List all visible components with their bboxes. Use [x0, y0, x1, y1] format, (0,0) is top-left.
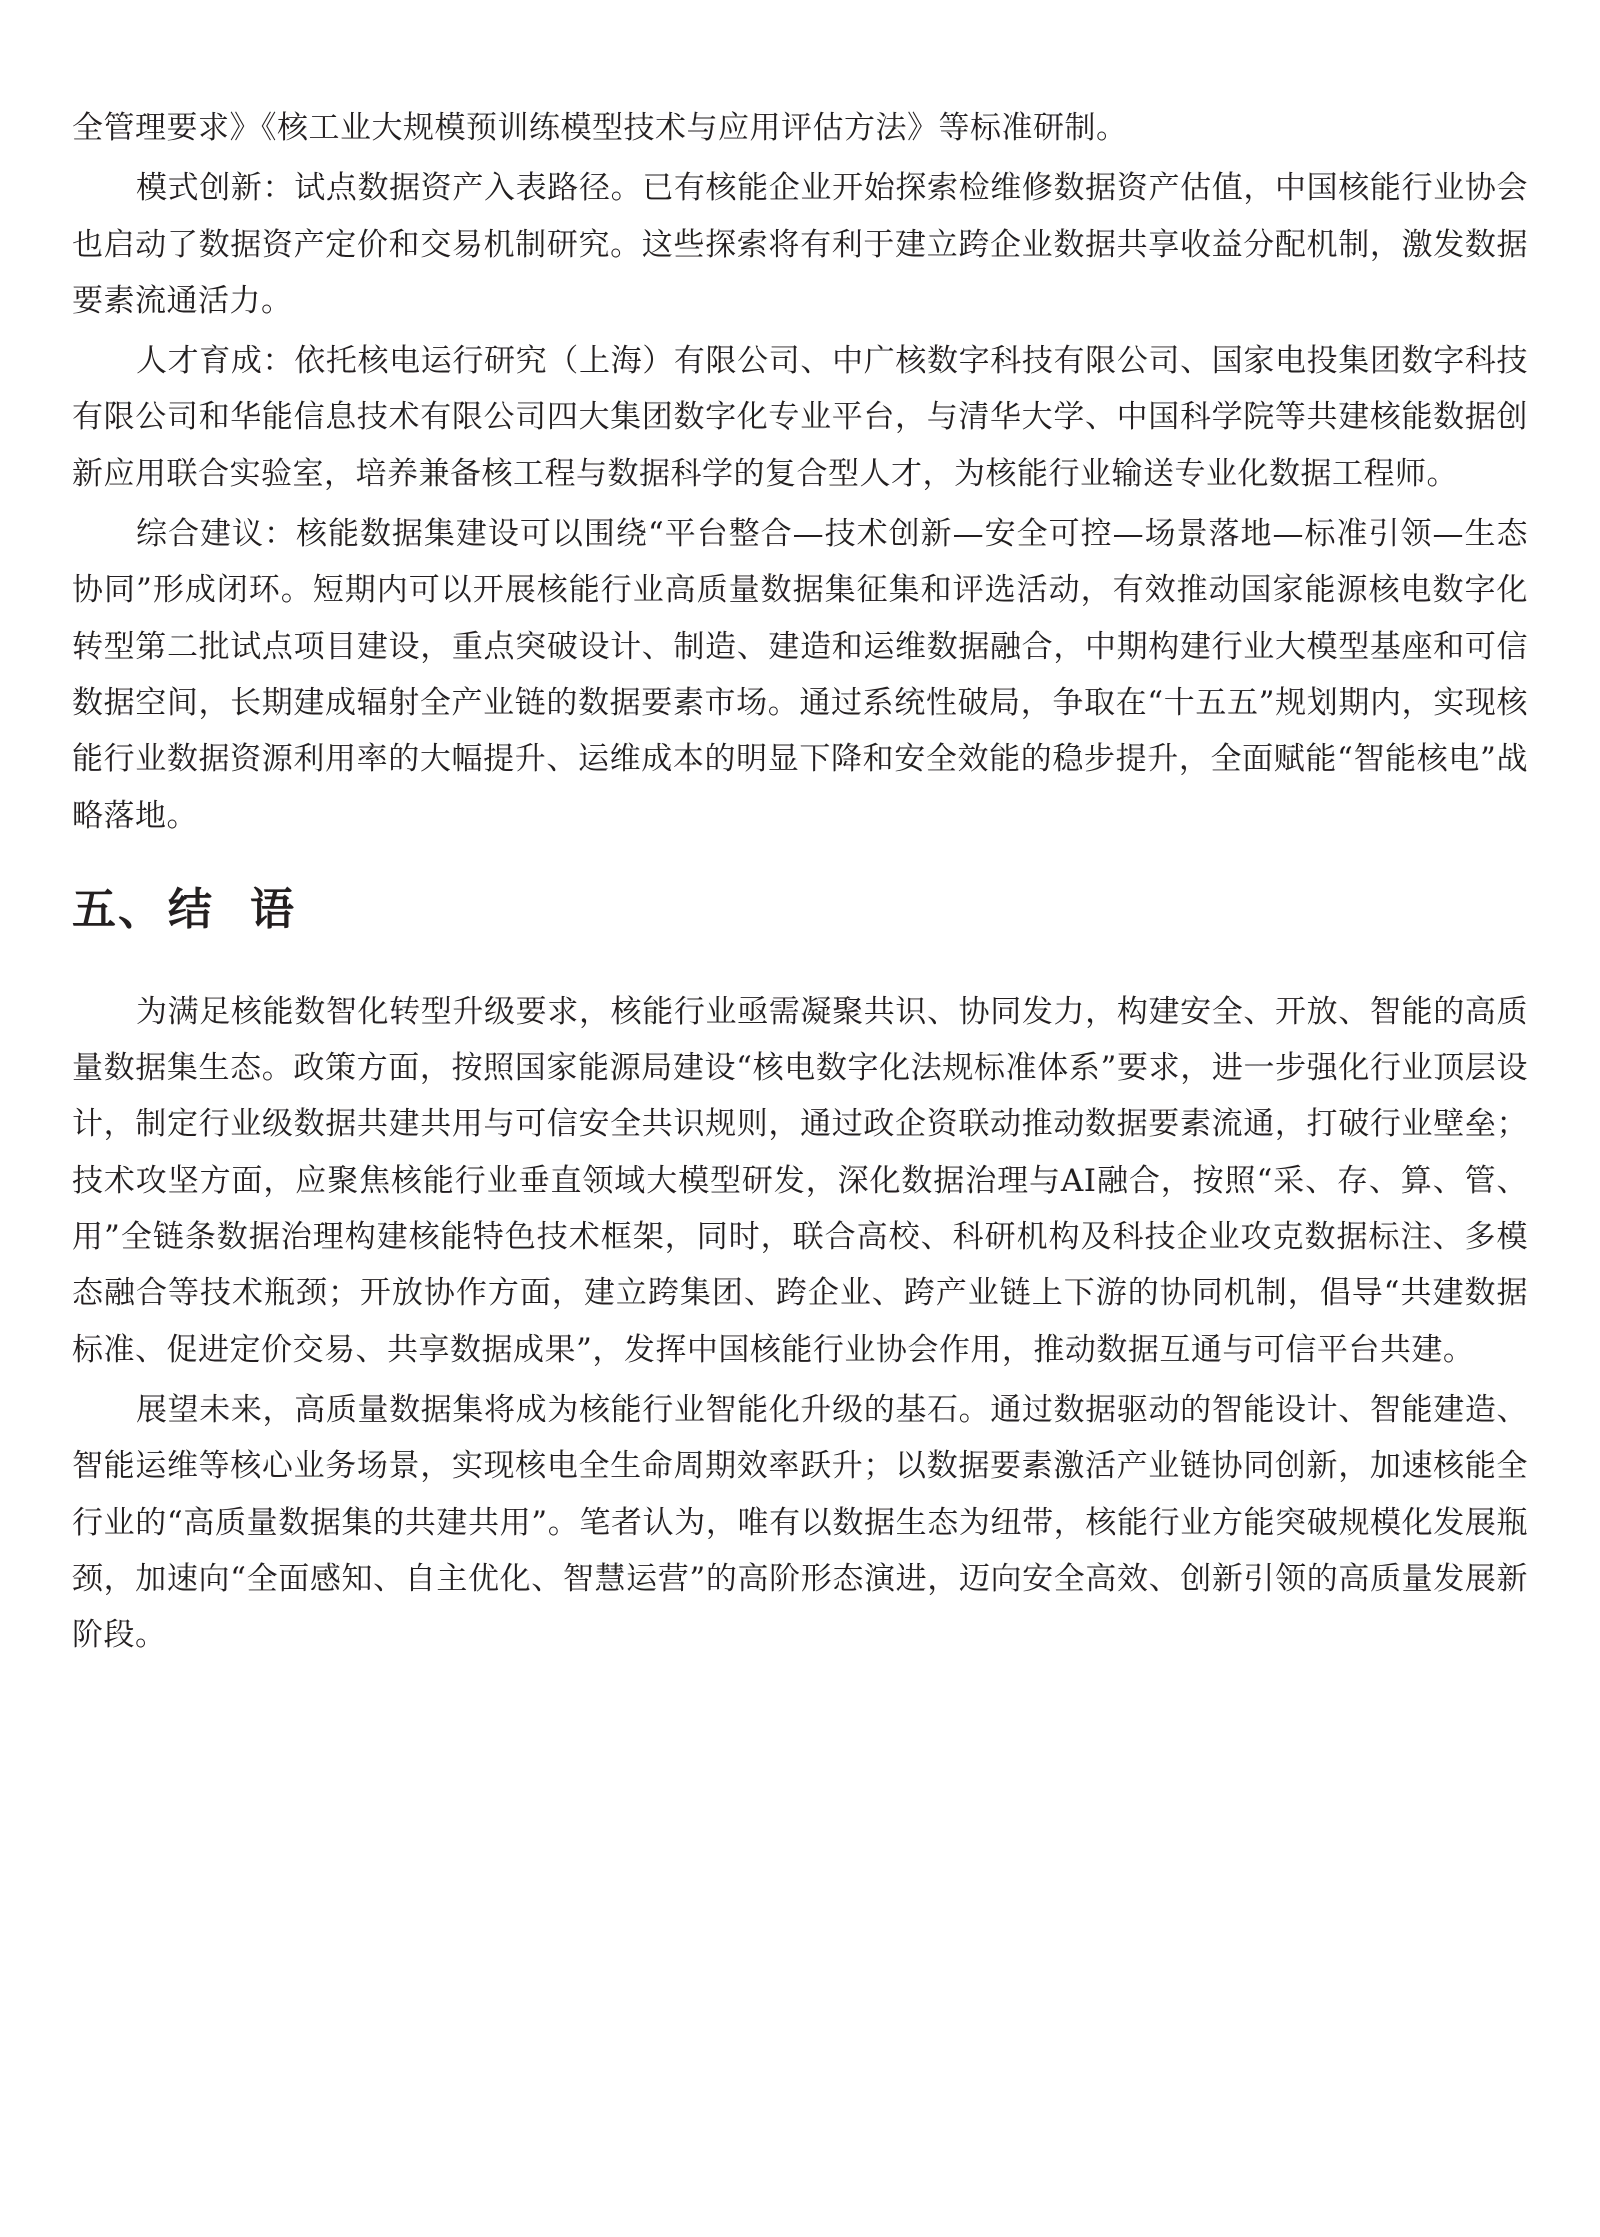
section-title-part2: 语 [250, 883, 296, 935]
paragraph-talent-cultivation: 人才育成：依托核电运行研究（上海）有限公司、中广核数字科技有限公司、国家电投集团数字科技有限公司和华能信息技术有限公司四大集团数字化专业平台，与清华大学、中国科学院等共建核能数据创新应用联合实验室，培养兼备核工程与数据科学的复合型人才，为核能行业输送专业化数据工程师。 [72, 343, 1528, 492]
paragraph-mode-innovation: 模式创新：试点数据资产入表路径。已有核能企业开始探索检维修数据资产估值，中国核能行业协会也启动了数据资产定价和交易机制研究。这些探索将有利于建立跨企业数据共享收益分配机制，激发数据要素流通活力。 [72, 170, 1528, 319]
paragraph-continuation: 全管理要求》《核工业大规模预训练模型技术与应用评估方法》等标准研制。 [72, 110, 1128, 146]
section-title-part1: 结 [168, 883, 214, 935]
paragraph-comprehensive-suggestion: 综合建议：核能数据集建设可以围绕“平台整合—技术创新—安全可控—场景落地—标准引领—生态协同”形成闭环。短期内可以开展核能行业高质量数据集征集和评选活动，有效推动国家能源核电数字化转型第二批试点项目建设，重点突破设计、制造、建造和运维数据融合，中期构建行业大模型基座和可信数据空间，长期建成辐射全产业链的数据要素市场。通过系统性破局，争取在“十五五”规划期内，实现核能行业数据资源利用率的大幅提升、运维成本的明显下降和安全效能的稳步提升，全面赋能“智能核电”战略落地。 [72, 516, 1528, 834]
document-page [72, 100, 1528, 1667]
section-heading-conclusion [72, 880, 1528, 940]
section-number: 五、 [72, 883, 164, 935]
paragraph-conclusion-outlook: 展望未来，高质量数据集将成为核能行业智能化升级的基石。通过数据驱动的智能设计、智能建造、智能运维等核心业务场景，实现核电全生命周期效率跃升；以数据要素激活产业链协同创新，加速核能全行业的“高质量数据集的共建共用”。笔者认为，唯有以数据生态为纽带，核能行业方能突破规模化发展瓶颈，加速向“全面感知、自主优化、智慧运营”的高阶形态演进，迈向安全高效、创新引领的高质量发展新阶段。 [72, 1391, 1528, 1654]
paragraph-conclusion-main: 为满足核能数智化转型升级要求，核能行业亟需凝聚共识、协同发力，构建安全、开放、智能的高质量数据集生态。政策方面，按照国家能源局建设“核电数字化法规标准体系”要求，进一步强化行业顶层设计，制定行业级数据共建共用与可信安全共识规则，通过政企资联动推动数据要素流通，打破行业壁垒；技术攻坚方面，应聚焦核能行业垂直领域大模型研发，深化数据治理与AI融合，按照“采、存、算、管、用”全链条数据治理构建核能特色技术框架，同时，联合高校、科研机构及科技企业攻克数据标注、多模态融合等技术瓶颈；开放协作方面，建立跨集团、跨企业、跨产业链上下游的协同机制，倡导“共建数据标准、促进定价交易、共享数据成果”，发挥中国核能行业协会作用，推动数据互通与可信平台共建。 [72, 993, 1528, 1368]
